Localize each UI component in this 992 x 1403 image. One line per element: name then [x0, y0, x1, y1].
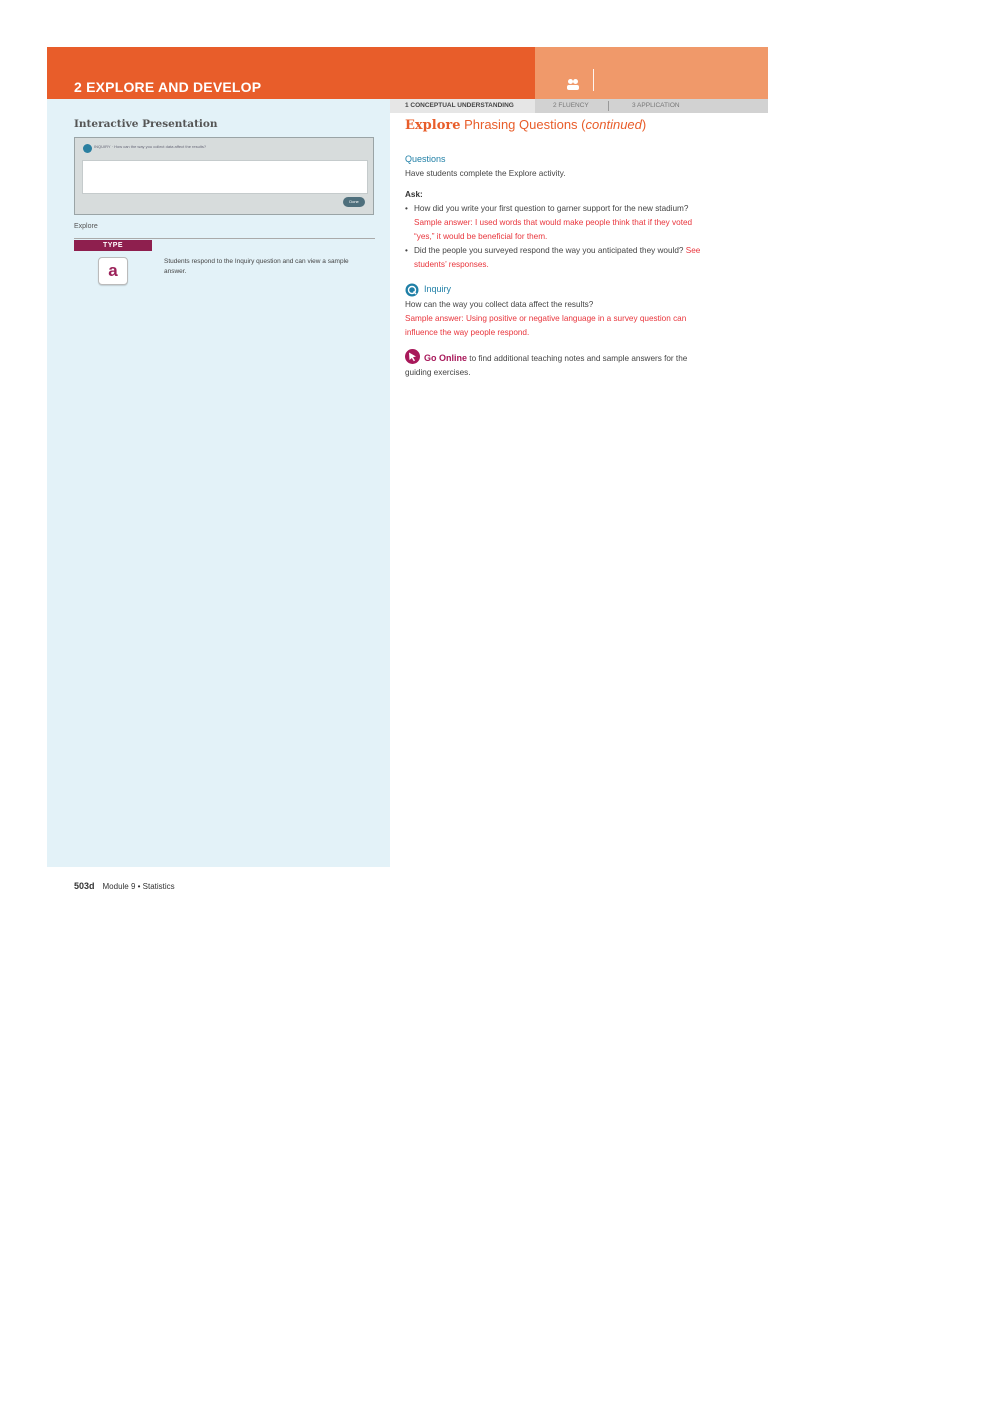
section-title: 2 EXPLORE AND DEVELOP	[74, 79, 262, 95]
bullet-answer: See students’ responses.	[414, 246, 701, 269]
go-online-link[interactable]: Go Online	[424, 353, 468, 363]
presentation-screenshot	[74, 137, 374, 215]
tab-separator	[608, 101, 609, 111]
divider	[74, 238, 375, 239]
ask-label: Ask:	[405, 190, 423, 199]
inquiry-answer: Sample answer: Using positive or negative language in a survey question can influence the way people respond.	[405, 314, 687, 337]
panel-title: Interactive Presentation	[74, 118, 218, 130]
go-online-text: to find additional teaching notes and sample answers for the guiding exercises.	[405, 354, 688, 377]
list-item	[405, 244, 705, 272]
module-label: Module 9 • Statistics	[102, 882, 175, 891]
header-accent	[535, 47, 768, 99]
screenshot-question: INQUIRY · How can the way you collect data affect the results?	[94, 144, 207, 149]
inquiry-question: How can the way you collect data affect the results?	[405, 300, 594, 309]
header-divider	[593, 69, 594, 91]
title-rest: Phrasing Questions (	[460, 117, 586, 132]
title-close: )	[641, 117, 647, 132]
inquiry-icon	[405, 283, 419, 297]
page-footer	[74, 881, 175, 891]
lesson-tabs	[390, 99, 768, 113]
inquiry-icon	[83, 144, 92, 153]
inquiry-heading: Inquiry	[424, 284, 452, 294]
intro-text: Have students complete the Explore activity.	[405, 169, 566, 178]
screenshot-caption: Explore	[74, 223, 98, 230]
type-description: Students respond to the Inquiry question and can view a sample answer.	[164, 258, 349, 275]
list-item	[405, 202, 705, 244]
bullet-question: How did you write your first question to garner support for the new stadium?	[414, 204, 689, 213]
type-badge: TYPE	[74, 240, 152, 251]
bullet-answer: Sample answer: I used words that would make people think that if they voted “yes,” it would be beneficial for them.	[414, 218, 693, 241]
page-title	[405, 118, 646, 133]
page-number: 503d	[74, 881, 95, 891]
people-icon	[566, 78, 580, 91]
title-italic: continued	[585, 117, 642, 132]
tab-fluency[interactable]: 2 FLUENCY	[553, 102, 589, 109]
screenshot-answer-field	[82, 160, 368, 194]
bullet-question: Did the people you surveyed respond the way you anticipated they would?	[414, 246, 686, 255]
tab-application[interactable]: 3 APPLICATION	[632, 102, 680, 109]
section-header	[47, 47, 535, 99]
questions-heading: Questions	[405, 154, 446, 164]
go-online-note	[405, 351, 710, 380]
title-strong: Explore	[405, 118, 461, 133]
type-text-icon: a	[98, 257, 128, 285]
interactive-presentation-panel	[47, 99, 390, 867]
screenshot-done-button: Done	[343, 197, 365, 207]
tab-conceptual-understanding[interactable]: 1 CONCEPTUAL UNDERSTANDING	[390, 99, 535, 113]
